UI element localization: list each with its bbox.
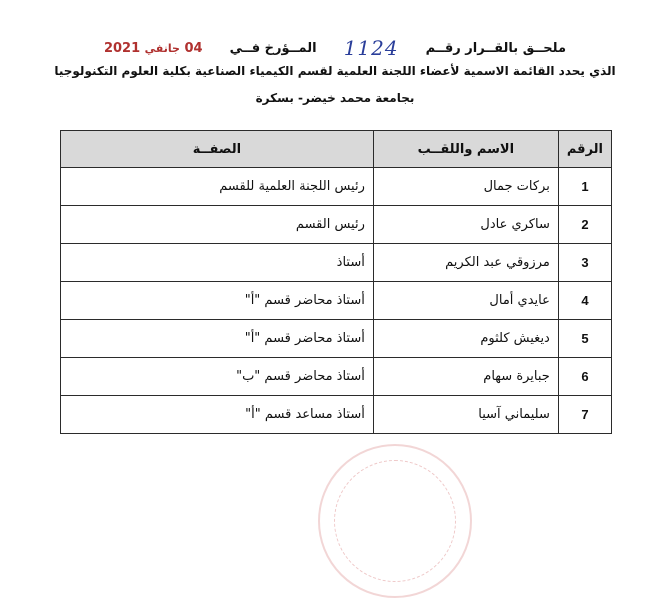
row-number: 5	[558, 320, 611, 358]
annex-label: ملحــق بالقــرار رقــم	[425, 41, 567, 56]
row-number: 3	[558, 244, 611, 282]
decree-subject-line: الذي يحدد القائمة الاسمية لأعضاء اللجنة العلمية لقسم الكيمياء الصناعية بكلية العلوم التكنولوجيا	[54, 64, 616, 78]
row-role: أستاذ	[61, 244, 374, 282]
row-role: رئيس القسم	[61, 206, 374, 244]
row-name: ديغيش كلثوم	[373, 320, 558, 358]
row-role: أستاذ محاضر قسم "ب"	[61, 358, 374, 396]
row-name: سليماني آسيا	[373, 396, 558, 434]
row-name: جبايرة سهام	[373, 358, 558, 396]
committee-members-table	[60, 130, 612, 434]
table-row	[61, 168, 612, 206]
row-role: أستاذ محاضر قسم "أ"	[61, 320, 374, 358]
header-number: الرقم	[558, 131, 611, 168]
table-row	[61, 244, 612, 282]
row-name: مرزوقي عبد الكريم	[373, 244, 558, 282]
date-month: جانفي	[144, 42, 180, 55]
row-role: رئيس اللجنة العلمية للقسم	[61, 168, 374, 206]
header-name: الاسم واللقــب	[373, 131, 558, 168]
row-number: 2	[558, 206, 611, 244]
table-row	[61, 206, 612, 244]
table-row	[61, 358, 612, 396]
row-number: 1	[558, 168, 611, 206]
table-row	[61, 320, 612, 358]
date-year: 2021	[103, 41, 141, 56]
date-day: 04	[184, 41, 203, 56]
row-name: بركات جمال	[373, 168, 558, 206]
table-row	[61, 396, 612, 434]
row-number: 7	[558, 396, 611, 434]
row-number: 4	[558, 282, 611, 320]
dated-label: المــؤرخ فــي	[229, 41, 317, 56]
row-number: 6	[558, 358, 611, 396]
official-stamp	[318, 444, 472, 598]
decision-number: 1124	[343, 36, 399, 60]
decree-title-line	[0, 36, 670, 60]
table-row	[61, 282, 612, 320]
header-role: الصفــة	[61, 131, 374, 168]
row-name: ساكري عادل	[373, 206, 558, 244]
row-role: أستاذ محاضر قسم "أ"	[61, 282, 374, 320]
university-line: بجامعة محمد خيضر- بسكرة	[255, 91, 415, 105]
row-name: عايدي أمال	[373, 282, 558, 320]
table-header-row	[61, 131, 612, 168]
row-role: أستاذ مساعد قسم "أ"	[61, 396, 374, 434]
